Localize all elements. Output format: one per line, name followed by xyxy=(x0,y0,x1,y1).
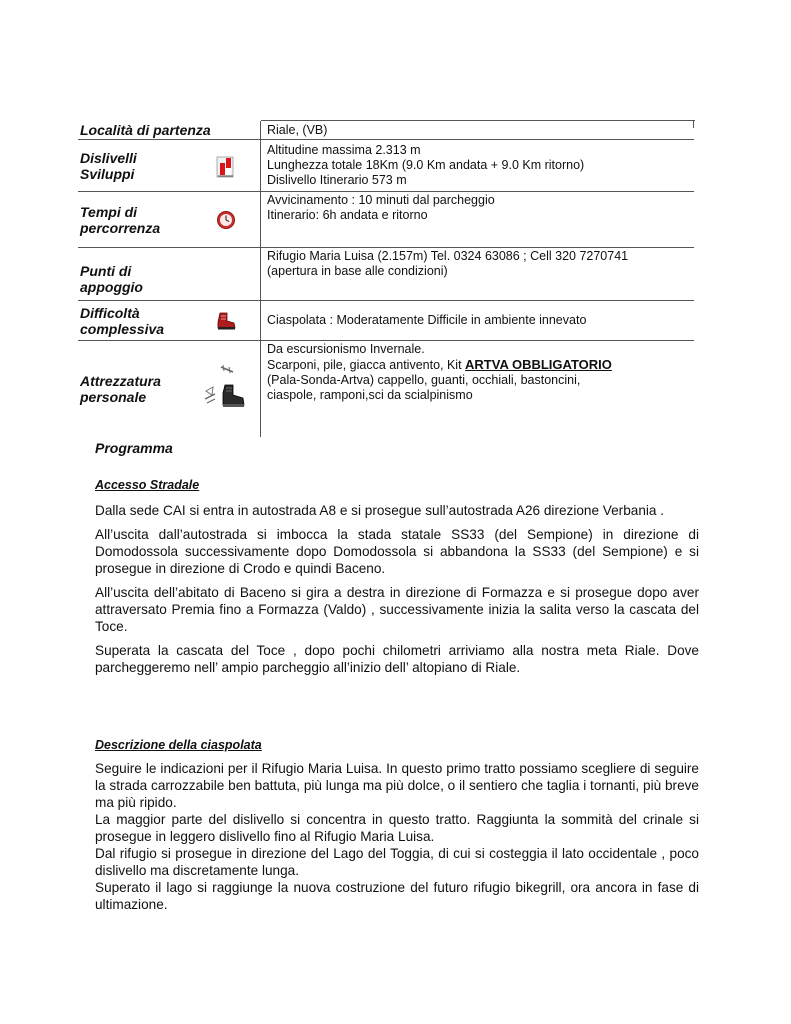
info-table xyxy=(78,121,694,437)
descrizione-paragraph: Superato il lago si raggiunge la nuova costruzione del futuro rifugio bikegrill, ora ancora in fase di ultimazione. xyxy=(95,880,699,912)
row-attrezzatura xyxy=(78,341,694,437)
accesso-paragraph: Dalla sede CAI si entra in autostrada A8 e si prosegue sull’autostrada A26 direzione Verbania . xyxy=(95,503,665,518)
label-dislivelli: Dislivelli Sviluppi xyxy=(80,149,137,182)
punti-line: (apertura in base alle condizioni) xyxy=(267,264,448,278)
attrezzatura-line: Da escursionismo Invernale. xyxy=(267,342,425,356)
value-difficolta: Ciaspolata : Moderatamente Difficile in ambiente innevato xyxy=(267,313,587,327)
dislivelli-line: Altitudine massima 2.313 m xyxy=(267,143,421,157)
attrezzatura-line: ciaspole, ramponi,sci da scialpinismo xyxy=(267,388,473,402)
tempi-line: Avvicinamento : 10 minuti dal parcheggio xyxy=(267,193,495,207)
clock-icon xyxy=(192,192,261,247)
altitude-chart-icon xyxy=(192,140,261,191)
row-dislivelli xyxy=(78,140,694,192)
dislivelli-line: Lunghezza totale 18Km (9.0 Km andata + 9.0 Km ritorno) xyxy=(267,158,585,172)
descrizione-paragraph: Seguire le indicazioni per il Rifugio Maria Luisa. In questo primo tratto possiamo scegliere di seguire la strada carrozzabile ben battuta, più lunga ma più dolce, o il sentiero che taglia i tornanti, più breve ma più ripido. xyxy=(95,761,699,810)
label-attrezzatura: Attrezzatura personale xyxy=(80,373,161,405)
row-punti xyxy=(78,248,694,301)
row-difficolta xyxy=(78,301,694,341)
accesso-heading: Accesso Stradale xyxy=(95,478,200,492)
table-right-cap xyxy=(693,120,694,128)
accesso-paragraph: All’uscita dall’autostrada si imbocca la stada statale SS33 (del Sempione) in direzione di Domodossola successivamente dopo Domodossola si abbandona la SS33 (del Sempione) e si prosegue in direzione di Crodo e quindi Baceno. xyxy=(95,527,699,576)
value-punti xyxy=(261,248,694,300)
table-top-line xyxy=(261,120,695,121)
boot-icon xyxy=(192,301,261,340)
accesso-section xyxy=(95,502,699,683)
artva-obbligatorio: ARTVA OBBLIGATORIO xyxy=(465,357,612,372)
row-tempi xyxy=(78,192,694,248)
empty-icon-cell xyxy=(192,248,261,300)
programma-heading: Programma xyxy=(95,440,173,456)
punti-line: Rifugio Maria Luisa (2.157m) Tel. 0324 63086 ; Cell 320 7270741 xyxy=(267,249,629,263)
accesso-paragraph: All’uscita dell’abitato di Baceno si gira a destra in direzione di Formazza e si prosegue dopo aver attraversato Premia fino a Formazza (Valdo) , successivamente inizia la salita verso la cascata del Toce. xyxy=(95,585,699,634)
label-tempi: Tempi di percorrenza xyxy=(80,203,161,236)
value-attrezzatura xyxy=(261,341,694,437)
value-dislivelli xyxy=(261,140,694,191)
descrizione-paragraph: Dal rifugio si prosegue in direzione del Lago del Toggia, di cui si costeggia il lato occidentale , poco dislivello ma discretamente lunga. xyxy=(95,846,699,878)
descrizione-section xyxy=(95,760,699,913)
attrezzatura-line: (Pala-Sonda-Artva) cappello, guanti, occhiali, bastoncini, xyxy=(267,373,581,387)
value-tempi xyxy=(261,192,694,247)
gear-equipment-icon xyxy=(192,341,261,437)
accesso-paragraph: Superata la cascata del Toce , dopo pochi chilometri arriviamo alla nostra meta Riale. Dove parcheggeremo nell’ ampio parcheggio all’inizio dell’ altopiano di Riale. xyxy=(95,643,699,675)
label-punti: Punti di appoggio xyxy=(80,263,143,295)
dislivelli-line: Dislivello Itinerario 573 m xyxy=(267,173,407,187)
descrizione-paragraph: La maggior parte del dislivello si concentra in questo tratto. Raggiunta la sommità del crinale si prosegue in leggero dislivello fino al Rifugio Maria Luisa. xyxy=(95,812,699,844)
tempi-line: Itinerario: 6h andata e ritorno xyxy=(267,208,428,222)
row-partenza xyxy=(78,121,694,140)
value-partenza: Riale, (VB) xyxy=(267,122,328,137)
label-partenza: Località di partenza xyxy=(78,121,261,139)
descrizione-heading: Descrizione della ciaspolata xyxy=(95,738,262,752)
attrezzatura-line: Scarponi, pile, giacca antivento, Kit ARTVA OBBLIGATORIO xyxy=(267,357,612,372)
label-difficolta: Difficoltà complessiva xyxy=(80,304,165,337)
